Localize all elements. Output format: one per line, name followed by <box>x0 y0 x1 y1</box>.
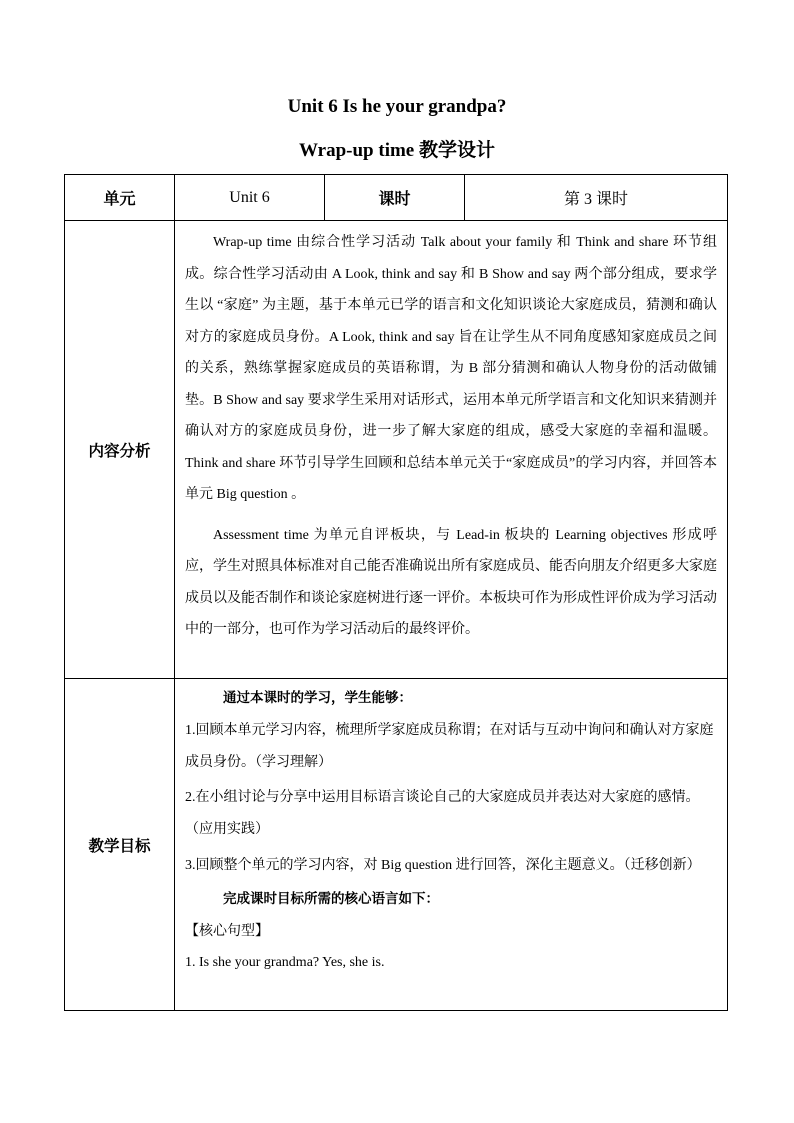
core-sentence-1: 1. Is she your grandma? Yes, she is. <box>185 955 385 971</box>
core-language-intro: 完成课时目标所需的核心语言如下： <box>223 890 439 907</box>
lesson-value: 第 3 课时 <box>465 175 728 221</box>
content-analysis-row <box>65 221 728 679</box>
content-analysis-paragraph-1: Wrap-up time 由综合性学习活动 Talk about your family 和 Think and share 环节组成。综合性学习活动由 A Look, think and say 和 B Show and say 两个部分组成，要求学生以 “家庭” 为主题，基于本单元已学的语言和文化知识谈论大家庭成员，猜测和确认对方的家庭成员身份。A Look, think and say 旨在让学生从不同角度感知家庭成员之间的关系，熟练掌握家庭成员的英语称谓，为 B 部分猜测和确认人物身份的活动做铺垫。B Show and say 要求学生采用对话形式，运用本单元所学语言和文化知识来猜测并确认对方的家庭成员身份，进一步了解大家庭的组成，感受大家庭的幸福和温暖。Think and share 环节引导学生回顾和总结本单元关于“家庭成员”的学习内容，并回答本单元 Big question 。 <box>185 235 717 502</box>
teaching-objectives-row <box>65 679 728 1011</box>
document-title: Unit 6 Is he your grandpa? <box>287 96 507 117</box>
unit-value: Unit 6 <box>175 175 325 221</box>
content-analysis-paragraph-2: Assessment time 为单元自评板块，与 Lead-in 板块的 Learning objectives 形成呼应，学生对照具体标准对自己能否准确说出所有家庭成员、能否向朋友介绍更多大家庭成员以及能否制作和谈论家庭树进行逐一评价。本板块可作为形成性评价成为学习活动中的一部分，也可作为学习活动后的最终评价。 <box>185 527 717 637</box>
objective-item-1: 1.回顾本单元学习内容，梳理所学家庭成员称谓；在对话与互动中询问和确认对方家庭成员身份。（学习理解） <box>185 722 714 770</box>
lesson-plan-table <box>64 174 728 1011</box>
teaching-objectives-cell <box>175 679 728 1011</box>
header-row <box>65 175 728 221</box>
content-analysis-cell <box>175 221 728 679</box>
lesson-label: 课时 <box>325 175 465 221</box>
objectives-intro: 通过本课时的学习，学生能够： <box>223 690 412 706</box>
document-subtitle: Wrap-up time 教学设计 <box>299 140 495 161</box>
core-sentence-heading: 【核心句型】 <box>185 923 269 939</box>
content-analysis-label: 内容分析 <box>65 221 175 679</box>
objective-item-3: 3.回顾整个单元的学习内容，对 Big question 进行回答，深化主题意义。（迁移创新） <box>185 857 701 873</box>
unit-label: 单元 <box>65 175 175 221</box>
objective-item-2: 2.在小组讨论与分享中运用目标语言谈论自己的大家庭成员并表达对大家庭的感情。（应用实践） <box>185 790 700 838</box>
teaching-objectives-label: 教学目标 <box>65 679 175 1011</box>
